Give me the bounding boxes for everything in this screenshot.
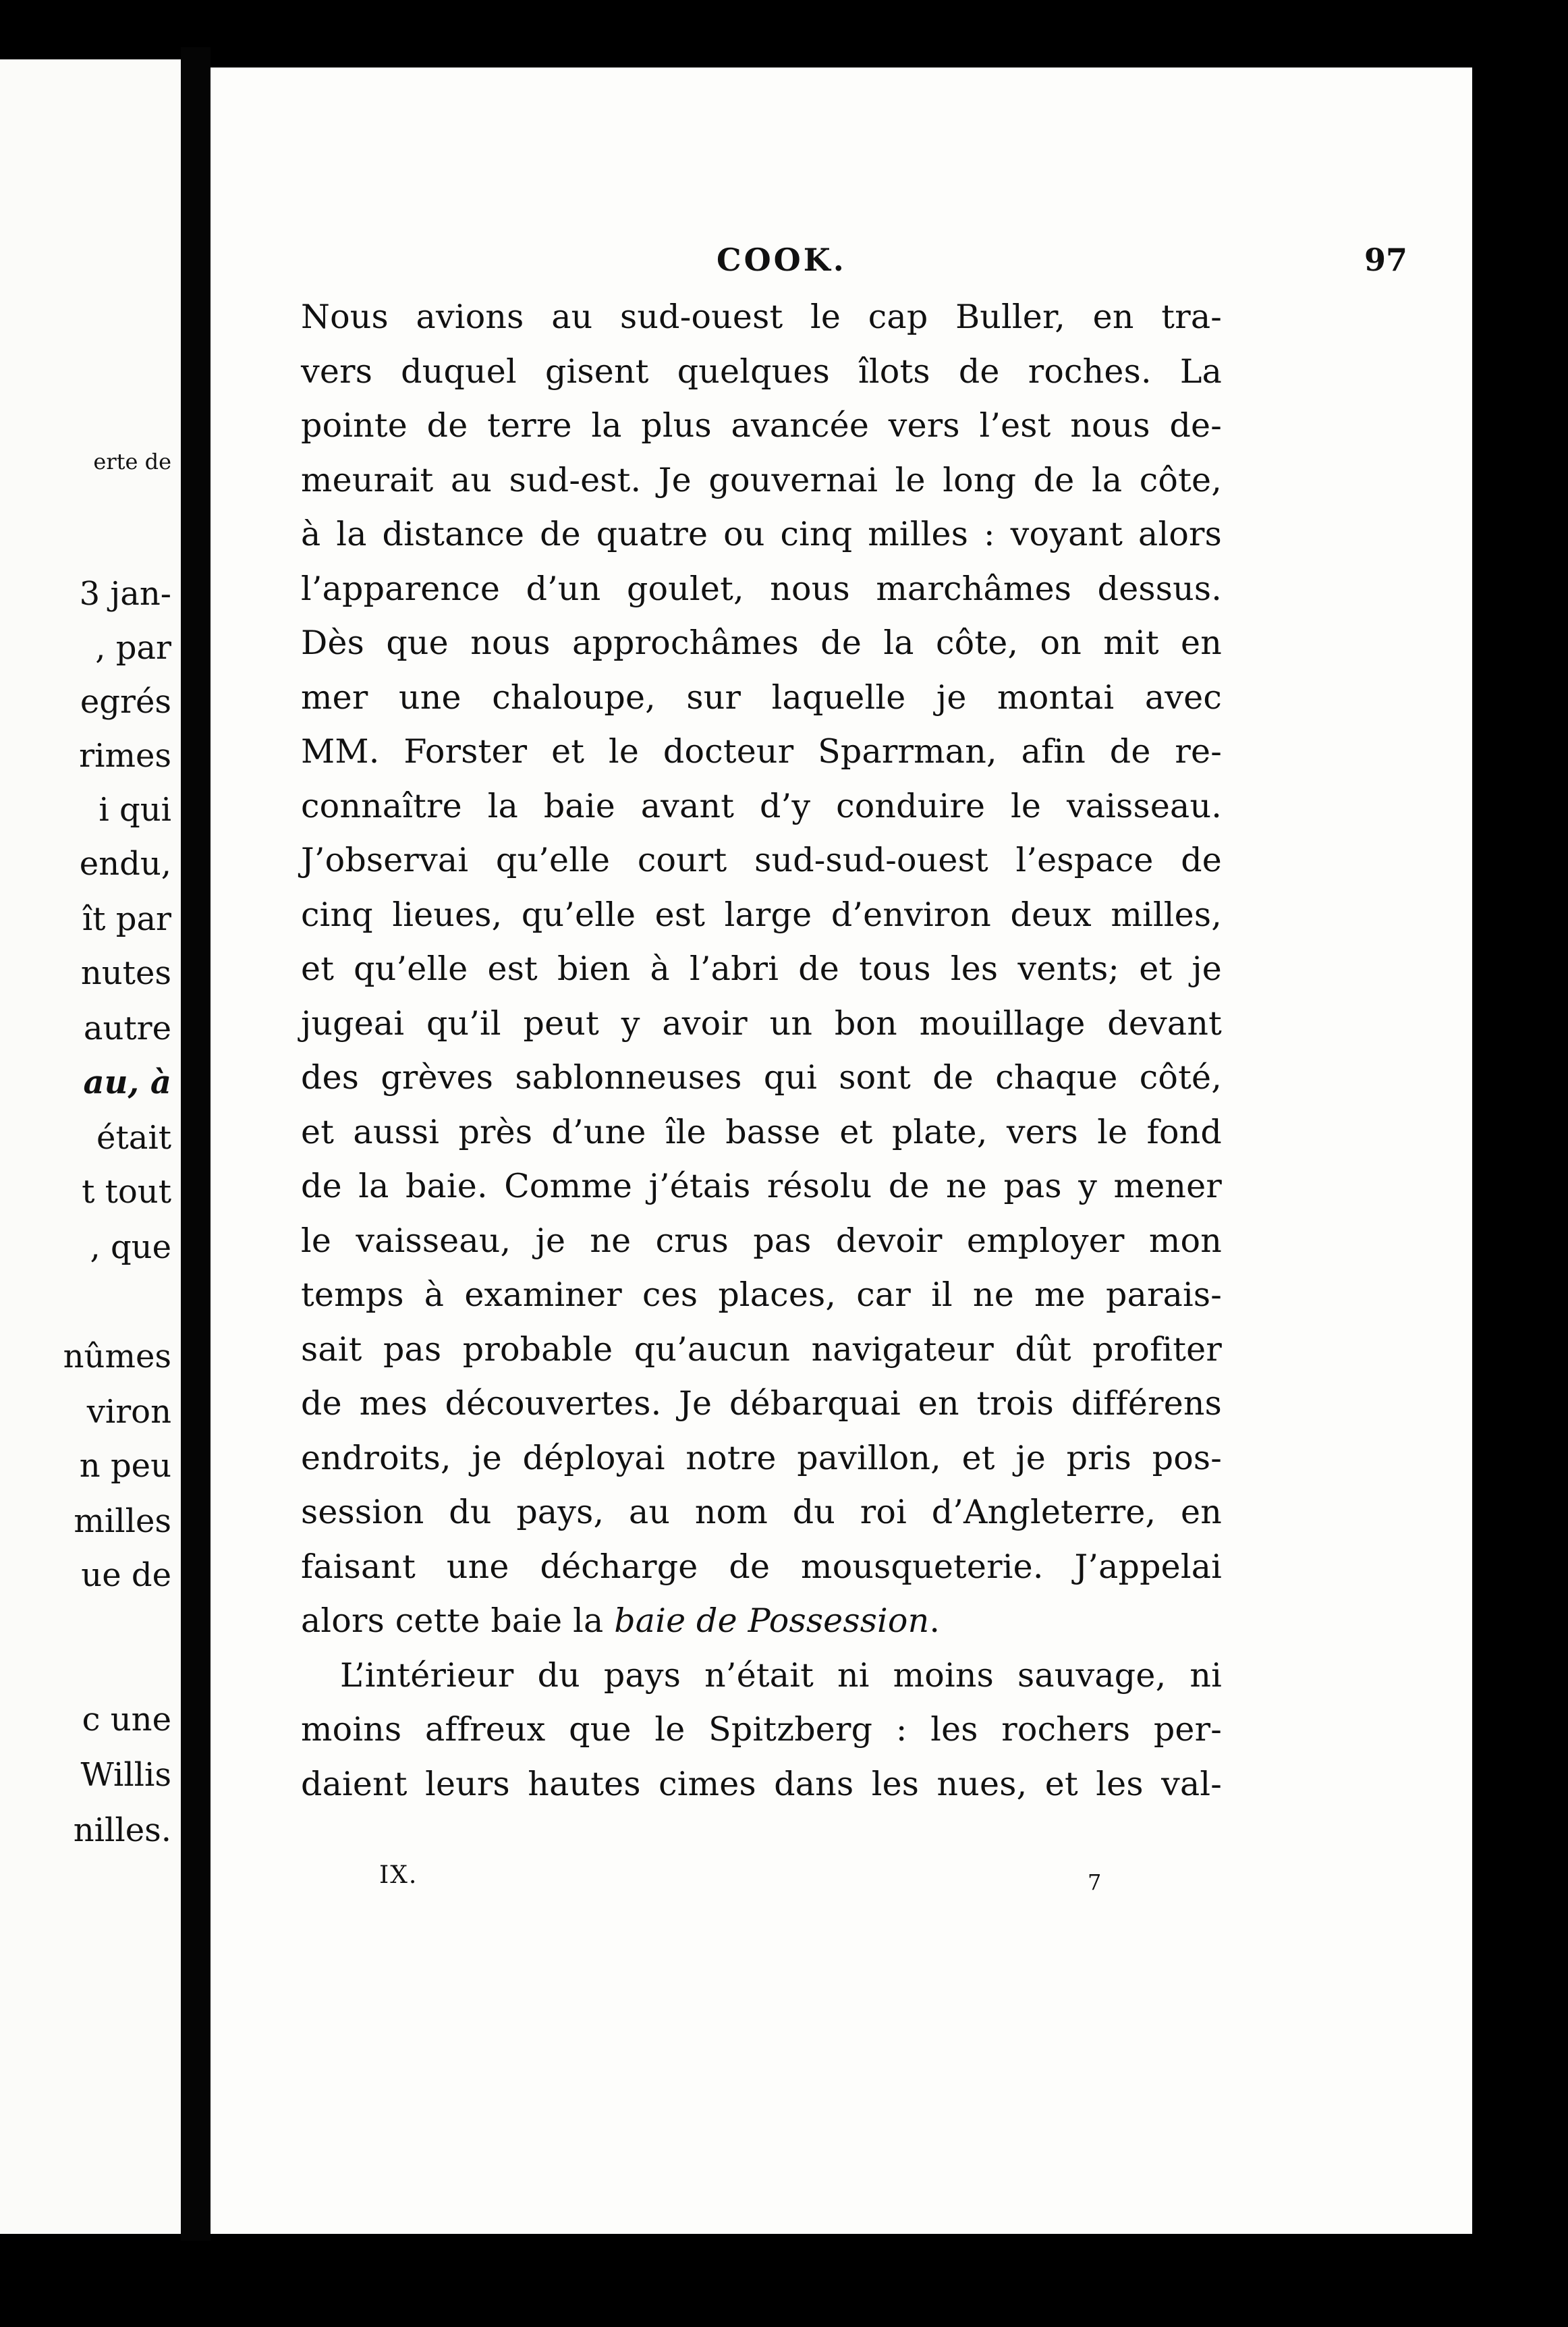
body-text [301, 290, 1222, 1811]
text-fragment: alors cette baie la [301, 1601, 615, 1640]
text-line: de mes découvertes. Je débarquai en trois différens [301, 1384, 1222, 1423]
text-line: daient leurs hautes cimes dans les nues, et les val- [301, 1764, 1222, 1803]
left-line: autre [83, 1010, 171, 1047]
running-head-title: COOK. [717, 242, 847, 278]
book-gutter [181, 47, 211, 2241]
left-line: t tout [82, 1173, 171, 1211]
signature-mark: IX. [379, 1861, 418, 1889]
left-line: viron [86, 1393, 171, 1431]
text-line: cinq lieues, qu’elle est large d’environ deux milles, [301, 895, 1222, 934]
text-line: Nous avions au sud-ouest le cap Buller, en tra- [301, 298, 1222, 336]
left-line: egrés [80, 683, 171, 721]
left-line: i qui [99, 791, 171, 829]
italic-bay-name: baie de Possession [614, 1601, 930, 1640]
text-line: session du pays, au nom du roi d’Angleterre, en [301, 1493, 1222, 1531]
left-line: était [96, 1119, 171, 1157]
text-line: de la baie. Comme j’étais résolu de ne pas y mener [301, 1167, 1222, 1205]
text-line: faisant une décharge de mousqueterie. J’appelai [301, 1547, 1222, 1586]
left-line: ît par [82, 900, 171, 938]
text-line: sait pas probable qu’aucun navigateur dût profiter [301, 1330, 1222, 1369]
left-page-fragment [0, 59, 181, 2234]
left-line: c une [82, 1701, 171, 1739]
text-line: mer une chaloupe, sur laquelle je montai avec [301, 678, 1222, 717]
text-line: jugeai qu’il peut y avoir un bon mouillage devant [301, 1004, 1222, 1043]
page-number: 97 [1364, 242, 1407, 278]
left-line: au, à [83, 1064, 171, 1101]
text-line: et qu’elle est bien à l’abri de tous les vents; et je [301, 950, 1222, 988]
left-line: nûmes [63, 1338, 171, 1375]
right-page [211, 67, 1472, 2234]
text-line: Dès que nous approchâmes de la côte, on mit en [301, 624, 1222, 662]
text-line: MM. Forster et le docteur Sparrman, afin de re- [301, 732, 1222, 771]
left-line: erte de [93, 449, 171, 474]
text-line: le vaisseau, je ne crus pas devoir employer mon [301, 1221, 1222, 1260]
running-head [211, 242, 1472, 289]
text-line: endroits, je déployai notre pavillon, et je pris pos- [301, 1438, 1222, 1477]
text-line: meurait au sud-est. Je gouvernai le long de la côte, [301, 460, 1222, 499]
text-line: pointe de terre la plus avancée vers l’est nous de- [301, 406, 1222, 445]
left-line: 3 jan- [79, 575, 171, 613]
left-line: ue de [81, 1556, 171, 1594]
text-line: vers duquel gisent quelques îlots de roches. La [301, 352, 1222, 391]
left-line: milles [74, 1502, 171, 1540]
left-line: nilles. [73, 1811, 171, 1849]
text-line: L’intérieur du pays n’était ni moins sauvage, ni [340, 1655, 1222, 1695]
left-line: Willis [80, 1756, 171, 1794]
text-line: et aussi près d’une île basse et plate, vers le fond [301, 1112, 1222, 1151]
text-line: à la distance de quatre ou cinq milles : voyant alors [301, 515, 1222, 553]
left-line: , que [90, 1228, 171, 1266]
text-line: des grèves sablonneuses qui sont de chaque côté, [301, 1058, 1222, 1097]
text-line [301, 1594, 1222, 1649]
text-line: J’observai qu’elle court sud-sud-ouest l’espace de [301, 841, 1222, 879]
text-fragment: . [929, 1601, 941, 1640]
text-line: connaître la baie avant d’y conduire le vaisseau. [301, 786, 1222, 825]
text-line: l’apparence d’un goulet, nous marchâmes dessus. [301, 569, 1222, 608]
left-line: n peu [79, 1447, 171, 1485]
left-line: nutes [80, 954, 171, 992]
left-line: rimes [79, 737, 171, 775]
left-line: , par [95, 629, 171, 667]
page-footer [211, 1861, 1472, 1902]
left-line: endu, [79, 845, 171, 883]
text-line: temps à examiner ces places, car il ne me parais- [301, 1276, 1222, 1314]
text-line: moins affreux que le Spitzberg : les rochers per- [301, 1710, 1222, 1749]
sheet-number: 7 [1088, 1869, 1102, 1895]
